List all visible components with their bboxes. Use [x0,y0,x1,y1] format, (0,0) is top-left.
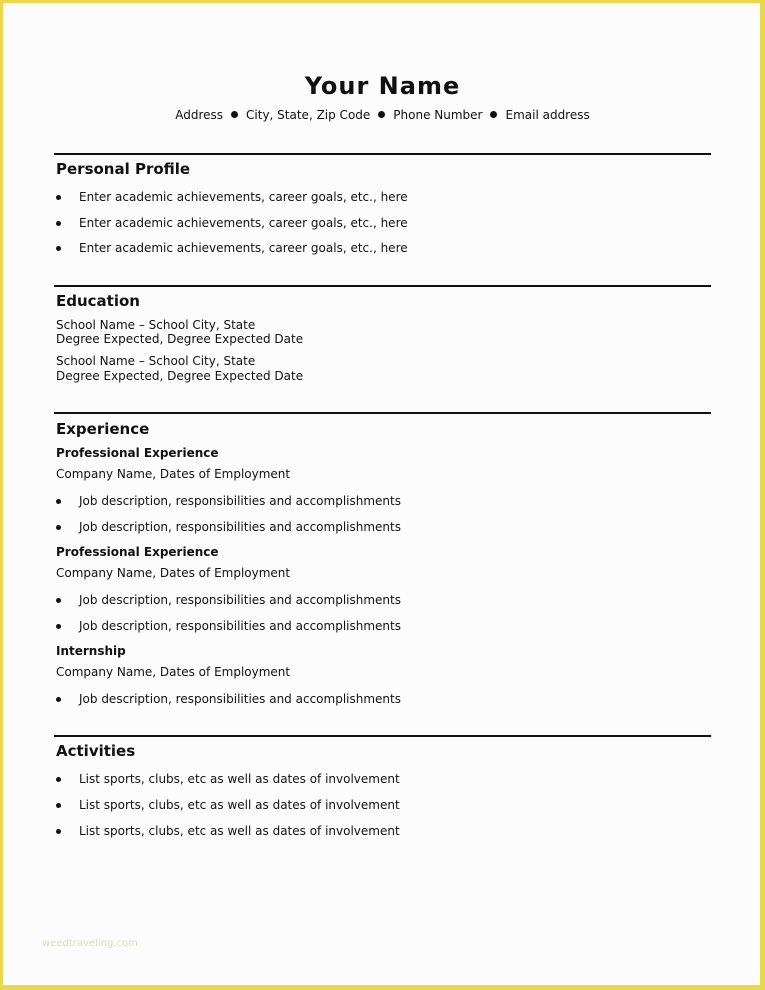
list-item: Enter academic achievements, career goals, etc., here [56,241,408,255]
section-title-profile: Personal Profile [56,160,191,178]
school-line: School Name – School City, State [56,354,256,368]
job-title: Professional Experience [56,545,219,559]
list-item: List sports, clubs, etc as well as dates of involvement [56,824,400,838]
job-title: Professional Experience [56,446,219,460]
degree-line: Degree Expected, Degree Expected Date [56,369,304,383]
section-title-education: Education [56,292,140,310]
list-item: List sports, clubs, etc as well as dates of involvement [56,772,400,786]
email-address: Email address [505,108,590,122]
list-item: List sports, clubs, etc as well as dates of involvement [56,798,400,812]
list-item: Job description, responsibilities and accomplishments [56,593,401,607]
school-line: School Name – School City, State [56,318,256,332]
phone-number: Phone Number [393,108,483,122]
list-item: Job description, responsibilities and accomplishments [56,520,401,534]
section-title-activities: Activities [56,742,136,760]
contact-line [0,108,765,122]
bullet-dot [490,111,497,118]
section-divider [54,285,711,287]
list-item: Job description, responsibilities and accomplishments [56,692,401,706]
company-line: Company Name, Dates of Employment [56,665,291,679]
section-divider [54,412,711,414]
job-title: Internship [56,644,126,658]
section-divider [54,735,711,737]
watermark: weedtraveling.com [42,938,138,949]
list-item: Job description, responsibilities and accomplishments [56,619,401,633]
address: Address [175,108,224,122]
company-line: Company Name, Dates of Employment [56,467,291,481]
list-item: Enter academic achievements, career goals, etc., here [56,190,408,204]
degree-line: Degree Expected, Degree Expected Date [56,332,304,346]
resume-name: Your Name [304,72,461,100]
list-item: Job description, responsibilities and accomplishments [56,494,401,508]
section-title-experience: Experience [56,420,150,438]
section-divider [54,153,711,155]
bullet-dot [231,111,238,118]
bullet-dot [378,111,385,118]
list-item: Enter academic achievements, career goals, etc., here [56,216,408,230]
company-line: Company Name, Dates of Employment [56,566,291,580]
city-state-zip: City, State, Zip Code [246,108,371,122]
